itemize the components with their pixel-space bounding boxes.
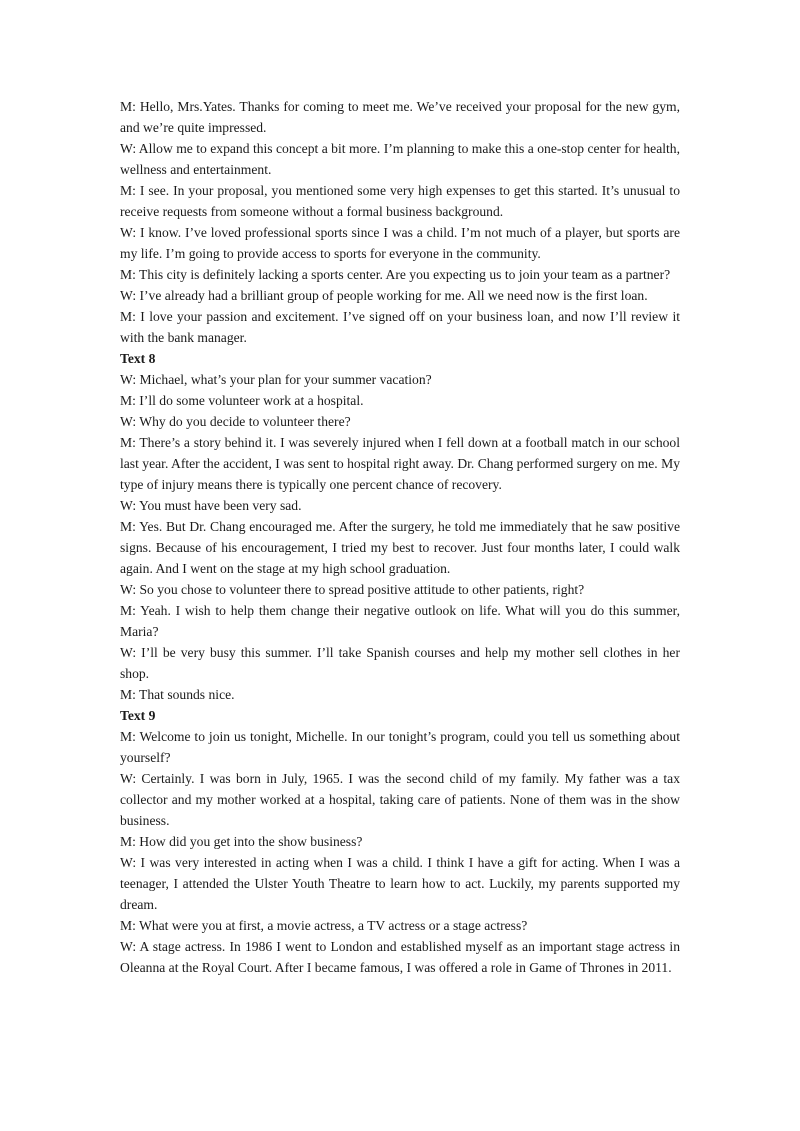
dialogue-line: M: There’s a story behind it. I was severely injured when I fell down at a football match in our school last year. After the accident, I was sent to hospital right away. Dr. Chang performed surgery on me. My type of injury means there is typically one percent chance of recovery.	[120, 435, 680, 492]
dialogue-section-1	[120, 96, 680, 348]
dialogue-line: M: Yeah. I wish to help them change their negative outlook on life. What will you do this summer, Maria?	[120, 603, 680, 639]
document-page	[120, 96, 680, 978]
dialogue-line: M: What were you at first, a movie actress, a TV actress or a stage actress?	[120, 918, 528, 933]
dialogue-line: W: I was very interested in acting when I was a child. I think I have a gift for acting. When I was a teenager, I attended the Ulster Youth Theatre to learn how to act. Luckily, my parents supported my dream.	[120, 855, 680, 912]
dialogue-line: W: Certainly. I was born in July, 1965. I was the second child of my family. My father was a tax collector and my mother worked at a hospital, taking care of patients. None of them was in the show business.	[120, 771, 680, 828]
dialogue-line: W: I know. I’ve loved professional sports since I was a child. I’m not much of a player, but sports are my life. I’m going to provide access to sports for everyone in the community.	[120, 225, 680, 261]
dialogue-line: M: I’ll do some volunteer work at a hospital.	[120, 393, 364, 408]
dialogue-line: W: Allow me to expand this concept a bit more. I’m planning to make this a one-stop center for health, wellness and entertainment.	[120, 141, 680, 177]
dialogue-section-text-8	[120, 348, 680, 705]
dialogue-line: W: Michael, what’s your plan for your summer vacation?	[120, 372, 432, 387]
dialogue-line: M: I love your passion and excitement. I’ve signed off on your business loan, and now I’ll review it with the bank manager.	[120, 309, 680, 345]
dialogue-line: W: I’ll be very busy this summer. I’ll take Spanish courses and help my mother sell clothes in her shop.	[120, 645, 680, 681]
dialogue-line: M: This city is definitely lacking a sports center. Are you expecting us to join your team as a partner?	[120, 267, 671, 282]
dialogue-line: W: You must have been very sad.	[120, 498, 302, 513]
dialogue-line: M: Hello, Mrs.Yates. Thanks for coming to meet me. We’ve received your proposal for the new gym, and we’re quite impressed.	[120, 99, 680, 135]
dialogue-section-text-9	[120, 705, 680, 978]
dialogue-line: W: A stage actress. In 1986 I went to London and established myself as an important stage actress in Oleanna at the Royal Court. After I became famous, I was offered a role in Game of Thrones in 2011.	[120, 939, 680, 975]
section-heading: Text 8	[120, 351, 156, 366]
dialogue-line: W: So you chose to volunteer there to spread positive attitude to other patients, right?	[120, 582, 585, 597]
dialogue-line: M: I see. In your proposal, you mentioned some very high expenses to get this started. It’s unusual to receive requests from someone without a formal business background.	[120, 183, 680, 219]
dialogue-line: M: How did you get into the show business?	[120, 834, 363, 849]
section-heading: Text 9	[120, 708, 156, 723]
dialogue-line: W: I’ve already had a brilliant group of people working for me. All we need now is the first loan.	[120, 288, 648, 303]
dialogue-line: M: Welcome to join us tonight, Michelle. In our tonight’s program, could you tell us something about yourself?	[120, 729, 680, 765]
dialogue-line: M: That sounds nice.	[120, 687, 235, 702]
dialogue-line: W: Why do you decide to volunteer there?	[120, 414, 351, 429]
dialogue-line: M: Yes. But Dr. Chang encouraged me. After the surgery, he told me immediately that he saw positive signs. Because of his encouragement, I tried my best to recover. Just four months later, I could walk again. And I went on the stage at my high school graduation.	[120, 519, 680, 576]
